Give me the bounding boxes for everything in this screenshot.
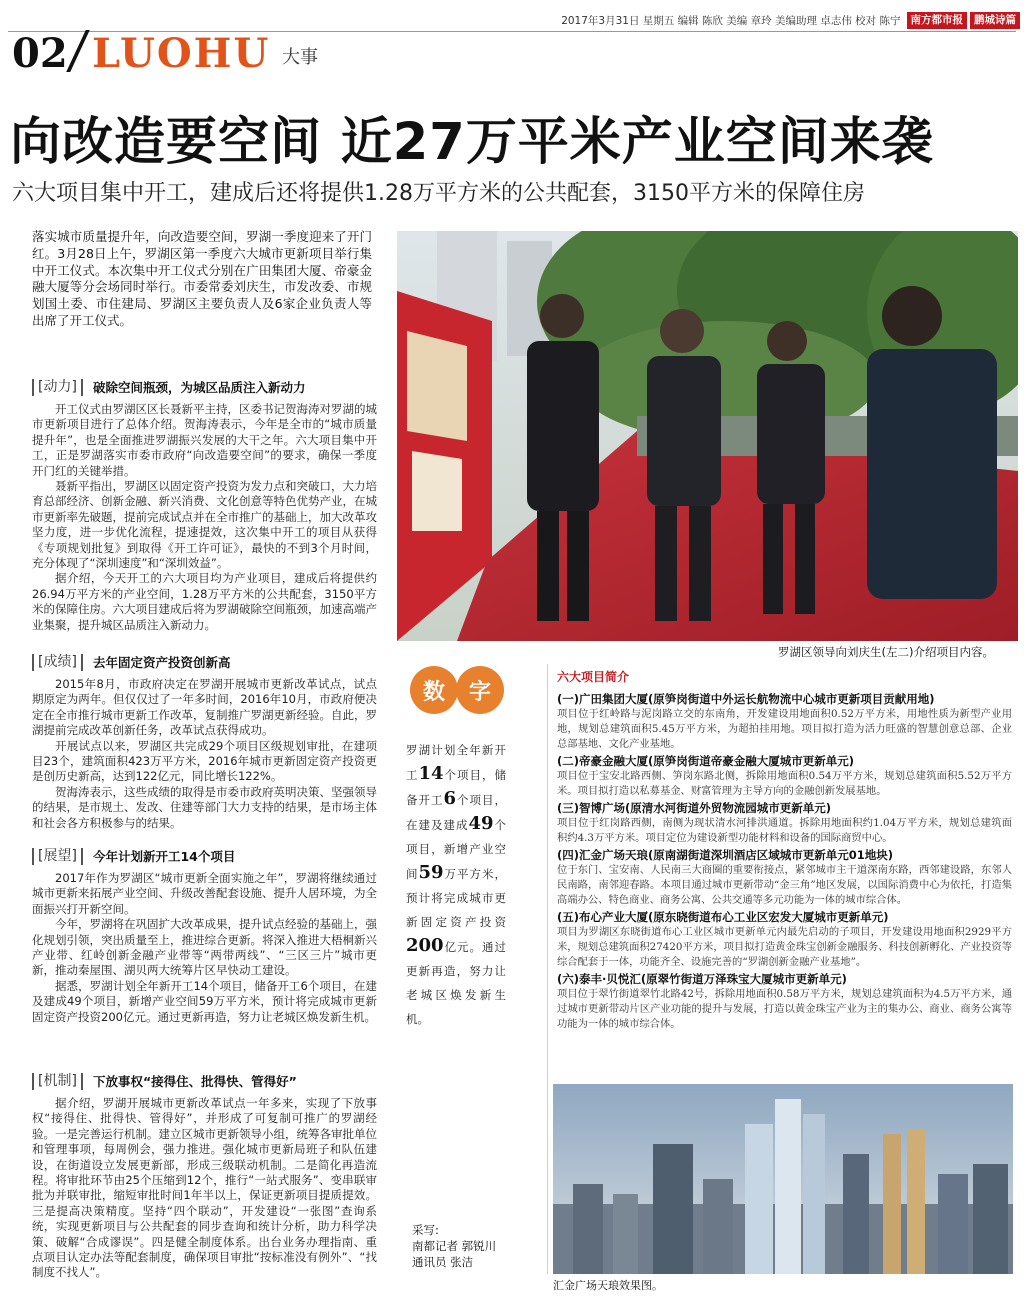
body-paragraph: 2015年8月，市政府决定在罗湖开展城市更新改革试点，试点期原定为两年。但仅仅过了一年多时间，2016年10月，市政府便决定在全市推行城市更新工作改革，复制推广罗湖更新经验。自此，罗湖提前完成改革创新任务，改革试点获得成功。: [32, 677, 377, 738]
body-paragraph: 开工仪式由罗湖区区长聂新平主持，区委书记贺海涛对罗湖的城市更新项目进行了总体介绍。贺海涛表示，今年是全市的“城市质量提升年”，也是全面推进罗湖振兴发展的大干之年。六大项目集中开工，正是罗湖落实市委市政府“向改造要空间”的要求，确保一季度开门红的关键举措。: [32, 402, 377, 478]
project-item: [557, 848, 1012, 908]
section-body: [32, 402, 377, 633]
project-heading: (三)智博广场(原清水河街道外贸物流园城市更新单元): [557, 801, 832, 815]
section-chengji: [32, 653, 377, 831]
section-heading: [32, 1072, 377, 1090]
stats-number: 14: [418, 763, 444, 784]
section-body: [32, 871, 377, 1025]
stats-text: 万平方米，预计将完成城市更新固定资产投资: [406, 867, 507, 929]
body-paragraph: 据悉，罗湖计划全年新开工14个项目，储备开工6个项目，在建及建成49个项目，新增产业空间59万平方米，预计将完成城市更新固定资产投资200亿元。通过更新再造，努力让老城区焕发新生机。: [32, 978, 377, 1024]
brand-logos: [907, 12, 1021, 29]
section-title: 破除空间瓶颈，为城区品质注入新动力: [92, 380, 306, 395]
stats-text: 个项目，储备开工: [406, 768, 507, 807]
stats-text: 罗湖计划全年新开工: [406, 743, 506, 782]
masthead-bar: [520, 10, 1020, 30]
project-body: 项目位于宝安北路西侧、笋岗东路北侧，拆除用地面积0.54万平方米，规划总建筑面积5.52万平方米。项目拟打造以私募基金、财富管理为主导方向的金融创新发展基地。: [557, 770, 1012, 797]
byline-reporter: 南都记者 郭锐川: [412, 1239, 497, 1253]
supplement-logo: 鹏城诗篇: [970, 12, 1020, 29]
project-body: 项目为罗湖区东晓街道布心工业区城市更新单元内最先启动的子项目，开发建设用地面积2929平方米，规划总建筑面积27420平方米，项目拟打造黄金珠宝创新金融服务、科技创新孵化、产业投资等综合配套于一体，功能齐全、设施完善的“罗湖创新金融产业基地”。: [557, 926, 1012, 968]
body-paragraph: 据介绍，罗湖开展城市更新改革试点一年多来，实现了下放事权“接得住、批得快、管得好”，并形成了可复制可推广的罗湖经验。一是完善运行机制。建立区城市更新领导小组，统筹各审批单位和管理事项，每周例会，强力推进。强化城市更新局班子和队伍建设，在街道设立发展更新部，形成三级联动机制。二是简化再造流程。将审批环节由25个压缩到12个，推行“一站式服务”、变串联审批为并联审批，缩短审批时间1年半以上，保证更新项目提质提效。三是提高决策精度。坚持“四个联动”，开发建设“一张图”查询系统，实现更新项目与公共配套的同步查询和统计分析，助力科学决策、破解“合成谬误”。四是健全制度体系。出台业务办理指南、重点项目认定办法等配套制度，确保项目审批“按标准没有例外”、“找制度不找人”。: [32, 1096, 377, 1280]
stats-text: 个项目，新增产业空间: [406, 818, 507, 881]
slash-divider: [66, 30, 90, 72]
section-name: LUOHU: [92, 30, 271, 77]
intro-paragraph: 落实城市质量提升年，向改造要空间，罗湖一季度迎来了开门红。3月28日上午，罗湖区第一季度六大城市更新项目举行集中开工仪式。本次集中开工仪式分别在广田集团大厦、帝豪金融大厦等分会场同时举行。市委常委刘庆生，市发改委、市规划国土委、市住建局、罗湖区主要负责人及6家企业负责人等出席了开工仪式。: [32, 229, 372, 328]
section-jizhi: [32, 1072, 377, 1281]
stats-text: 亿元。通过更新再造，努力让老城区焕发新生机。: [406, 940, 506, 1026]
building-rendering: [553, 1084, 1013, 1274]
event-photo: [397, 231, 1018, 641]
project-heading: (一)广田集团大厦(原笋岗街道中外运长航物流中心城市更新项目贡献用地): [557, 692, 935, 706]
projects-title: 六大项目简介: [557, 670, 630, 684]
city-skyline-illustration: [553, 1084, 1013, 1274]
section-heading: [32, 847, 377, 865]
body-paragraph: 据介绍，今天开工的六大项目均为产业项目，建成后将提供约26.94万平方米的产业空间，1.28万平方米的公共配套，3150平方米的保障住房。六大项目建成后将为罗湖破除空间瓶颈，加速高端产业集聚，提升城区品质注入新动力。: [32, 571, 377, 632]
issue-info: 2017年3月31日 星期五 编辑 陈欣 美编 章玲 美编助理 卓志伟 校对 陈宁: [561, 14, 901, 27]
project-body: 项目位于红岭路与泥岗路立交的东南角，开发建设用地面积0.52万平方米，用地性质为新型产业用地，规划总建筑面积5.45万平方米，为超拍挂用地。项目拟打造为活力旺盛的智慧创意总部、企业总部基地、文化产业基地。: [557, 708, 1012, 750]
section-zhanwang: [32, 847, 377, 1025]
stats-number: 6: [443, 788, 457, 809]
body-paragraph: 贺海涛表示，这些成绩的取得是市委市政府英明决策、坚强领导的结果，是市规土、发改、住建等部门大力支持的结果，是市场主体和社会各方积极参与的结果。: [32, 784, 377, 830]
project-body: 位于东门、宝安南、人民南三大商圈的重要衔接点，紧邻城市主干道深南东路，西邻建设路，东邻人民南路，南邻迎春路。本项目通过城市更新带动“金三角”地区发展，以国际消费中心为依托，打造集高端办公、特色商业、商务公寓、公共交通等多元功能为一体的城市综合体。: [557, 864, 1012, 906]
newspaper-logo: 南方都市报: [907, 12, 968, 29]
event-photo-illustration: [397, 231, 1018, 641]
byline: [412, 1222, 496, 1270]
project-item: [557, 801, 1012, 846]
section-body: [32, 1096, 377, 1281]
project-heading: (六)泰丰·贝悦汇(原翠竹街道万泽珠宝大厦城市更新单元): [557, 972, 847, 986]
section-tag: [展望]: [32, 848, 83, 865]
stats-number: 200: [406, 935, 444, 956]
project-heading: (二)帝豪金融大厦(原笋岗街道帝豪金融大厦城市更新单元): [557, 754, 855, 768]
column-divider: [547, 664, 548, 1274]
page-number: 02: [12, 30, 68, 77]
section-dongli: [32, 378, 377, 633]
body-paragraph: 聂新平指出，罗湖区以固定资产投资为发力点和突破口，大力培育总部经济、创新金融、新兴消费、文化创意等特色优势产业，在城市更新率先破题，提前完成试点并在全市推广的基础上，加大改革攻坚力度，进一步优化流程，提速提效，这次集中开工的项目从获得《专项规划批复》到取得《开工许可证》，最快的不到3个月时间，充分体现了“深圳速度”和“深圳效益”。: [32, 479, 377, 571]
section-heading: [32, 653, 377, 671]
photo-caption: 罗湖区领导向刘庆生(左二)介绍项目内容。: [778, 645, 994, 659]
section-tag: [成绩]: [32, 654, 83, 671]
body-paragraph: 2017年作为罗湖区“城市更新全面实施之年”，罗湖将继续通过城市更新来拓展产业空间、升级改善配套设施、提升人居环境，为全面振兴打开新空间。: [32, 871, 377, 916]
byline-correspondent: 通讯员 张洁: [412, 1255, 474, 1269]
section-title: 今年计划新开工14个项目: [92, 849, 236, 864]
body-paragraph: 开展试点以来，罗湖区共完成29个项目区级规划审批，在建项目23个，建筑面积423万平方米，2016年城市更新固定资产投资更是创历史新高，达到122亿元，同比增长122%。: [32, 738, 377, 784]
section-title: 去年固定资产投资创新高: [92, 655, 231, 670]
section-body: [32, 677, 377, 831]
section-tag: [机制]: [32, 1073, 83, 1090]
project-item: [557, 754, 1012, 799]
section-heading: [32, 378, 377, 396]
project-item: [557, 972, 1012, 1032]
project-item: [557, 692, 1012, 752]
headline: 向改造要空间 近27万平米产业空间来袭: [10, 113, 934, 172]
section-subtitle: 大事: [282, 47, 318, 68]
section-tag: [动力]: [32, 379, 83, 396]
project-item: [557, 910, 1012, 970]
section-title: 下放事权“接得住、批得快、管得好”: [92, 1074, 297, 1089]
stats-text: 个项目，在建及建成: [406, 793, 507, 832]
stats-badge: 数: [410, 666, 458, 714]
stats-badge: 字: [456, 666, 504, 714]
stats-number: 59: [418, 862, 444, 883]
body-paragraph: 今年，罗湖将在巩固扩大改革成果，提升试点经验的基础上，强化规划引领，突出质量至上，推进综合更新。将深入推进大梧桐新兴产业带、红岭创新金融产业带等“两带两线”、“三区三片”城市更新，推动秦屋围、湖贝两大统筹片区早快动工建设。: [32, 917, 377, 978]
project-heading: (五)布心产业大厦(原东晓街道布心工业区宏发大厦城市更新单元): [557, 910, 889, 924]
stats-box: [406, 738, 506, 1031]
project-heading: (四)汇金广场天琅(原南湖街道深圳酒店区域城市更新单元01地块): [557, 848, 894, 862]
project-body: 项目位于红岗路西侧，南侧为现状清水河排洪通道。拆除用地面积约1.04万平方米，规划总建筑面积约4.3万平方米。项目定位为建设新型功能材料和设备的国际商贸中心。: [557, 817, 1012, 844]
rendering-caption: 汇金广场天琅效果图。: [553, 1279, 663, 1292]
byline-label: 采写:: [412, 1223, 439, 1237]
project-body: 项目位于翠竹街道翠竹北路42号，拆除用地面积0.58万平方米，规划总建筑面积为4.5万平方米，通过城市更新带动片区产业功能的提升与发展，打造以黄金珠宝产业为主的集办公、商业、商务公寓等功能为一体的城市综合体。: [557, 988, 1012, 1030]
projects-list: [557, 692, 1012, 1034]
subheadline: 六大项目集中开工，建成后还将提供1.28万平方米的公共配套，3150平方米的保障住房: [12, 181, 865, 206]
stats-number: 49: [468, 813, 494, 834]
